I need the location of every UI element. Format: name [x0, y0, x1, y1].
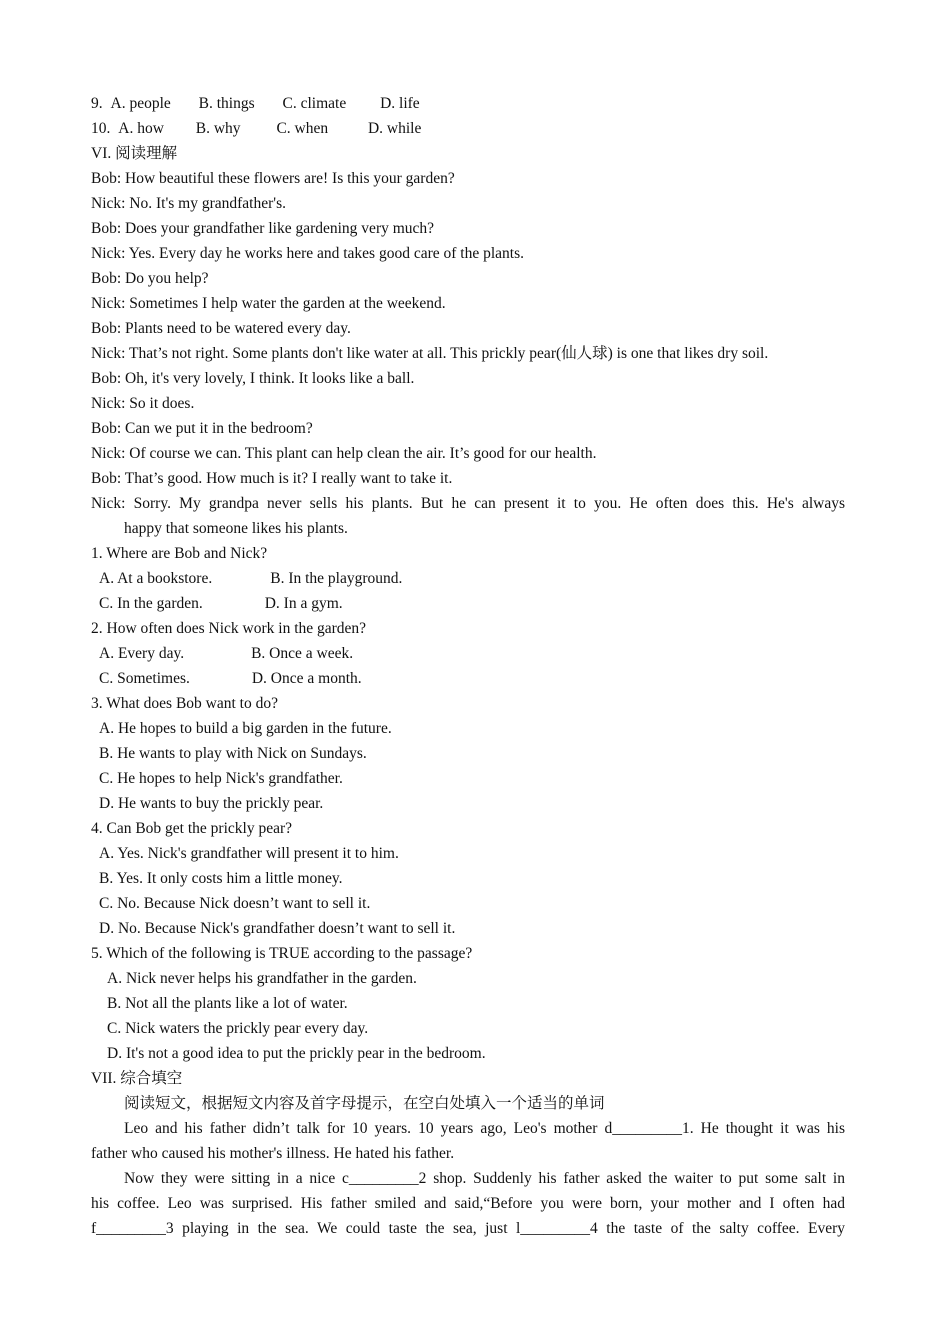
option-b: B. why	[195, 120, 241, 137]
passage-line: f_________3 playing in the sea. We could taste the sea, just l_________4 the taste of the salty coffee. Every	[91, 1220, 845, 1237]
dialogue-line: Bob: That’s good. How much is it? I really want to take it.	[91, 470, 453, 487]
option: C. Nick waters the prickly pear every day.	[107, 1020, 369, 1037]
dialogue-line: Nick: That’s not right. Some plants don't like water at all. This prickly pear(仙人球) is one that likes dry soil.	[91, 345, 769, 362]
option-c: C. Sometimes.	[99, 670, 190, 687]
dialogue-line: Bob: Does your grandfather like gardening very much?	[91, 220, 435, 237]
option: B. He wants to play with Nick on Sundays.	[99, 745, 367, 762]
option: D. No. Because Nick's grandfather doesn’t want to sell it.	[99, 920, 456, 937]
question-3: 3. What does Bob want to do?	[91, 695, 278, 712]
option: C. No. Because Nick doesn’t want to sell it.	[99, 895, 371, 912]
option: D. He wants to buy the prickly pear.	[99, 795, 324, 812]
option-row	[91, 566, 845, 591]
option-b: B. Once a week.	[251, 645, 354, 662]
dialogue-line: Nick: Yes. Every day he works here and takes good care of the plants.	[91, 245, 525, 262]
option: A. He hopes to build a big garden in the future.	[99, 720, 392, 737]
passage-line: Now they were sitting in a nice c_________2 shop. Suddenly his father asked the waiter to put some salt in	[124, 1170, 845, 1187]
dialogue-line-continued: happy that someone likes his plants.	[124, 520, 348, 537]
option-b: B. things	[198, 95, 255, 112]
dialogue-line: Nick: Of course we can. This plant can help clean the air. It’s good for our health.	[91, 445, 597, 462]
option-a: A. At a bookstore.	[99, 570, 213, 587]
dialogue-line: Nick: Sorry. My grandpa never sells his plants. But he can present it to you. He often does this. He's always	[91, 495, 845, 512]
passage-line: Leo and his father didn’t talk for 10 years. 10 years ago, Leo's mother d_________1. He thought it was his	[124, 1120, 845, 1137]
question-4: 4. Can Bob get the prickly pear?	[91, 820, 293, 837]
option-d: D. life	[380, 95, 420, 112]
section-heading-cloze: VII. 综合填空	[91, 1070, 183, 1087]
question-2: 2. How often does Nick work in the garden?	[91, 620, 367, 637]
dialogue-line: Bob: Can we put it in the bedroom?	[91, 420, 313, 437]
option-row	[91, 591, 845, 616]
section-heading-reading: VI. 阅读理解	[91, 145, 178, 162]
dialogue-line: Nick: Sometimes I help water the garden at the weekend.	[91, 295, 446, 312]
option: B. Not all the plants like a lot of water.	[107, 995, 348, 1012]
question-1: 1. Where are Bob and Nick?	[91, 545, 268, 562]
option: A. Nick never helps his grandfather in the garden.	[107, 970, 417, 987]
cloze-instruction: 阅读短文，根据短文内容及首字母提示，在空白处填入一个适当的单词	[124, 1095, 605, 1112]
option-d: D. while	[367, 120, 422, 137]
option: A. Yes. Nick's grandfather will present it to him.	[99, 845, 399, 862]
question-number: 10.	[91, 120, 111, 137]
question-5: 5. Which of the following is TRUE according to the passage?	[91, 945, 473, 962]
document-content	[91, 91, 845, 1241]
option: D. It's not a good idea to put the prickly pear in the bedroom.	[107, 1045, 486, 1062]
option-row	[91, 641, 845, 666]
option-a: A. how	[118, 120, 164, 137]
option-a: A. Every day.	[99, 645, 185, 662]
dialogue-line: Bob: Oh, it's very lovely, I think. It looks like a ball.	[91, 370, 415, 387]
dialogue-line: Nick: No. It's my grandfather's.	[91, 195, 286, 212]
option: B. Yes. It only costs him a little money.	[99, 870, 343, 887]
question-number: 9.	[91, 95, 103, 112]
option-d: D. Once a month.	[251, 670, 362, 687]
option-d: D. In a gym.	[264, 595, 343, 612]
option: C. He hopes to help Nick's grandfather.	[99, 770, 343, 787]
dialogue-line: Bob: Do you help?	[91, 270, 209, 287]
passage-line: father who caused his mother's illness. He hated his father.	[91, 1145, 455, 1162]
dialogue-line: Bob: How beautiful these flowers are! Is this your garden?	[91, 170, 455, 187]
option-a: A. people	[110, 95, 171, 112]
option-row	[91, 666, 845, 691]
option-c: C. In the garden.	[99, 595, 203, 612]
option-c: C. climate	[282, 95, 347, 112]
passage-line: his coffee. Leo was surprised. His father smiled and said,“Before you were born, your mother and I often had	[91, 1195, 845, 1212]
option-b: B. In the playground.	[270, 570, 403, 587]
dialogue-line: Nick: So it does.	[91, 395, 195, 412]
cloze-option-row-9	[91, 91, 845, 116]
option-c: C. when	[276, 120, 329, 137]
dialogue-line: Bob: Plants need to be watered every day.	[91, 320, 351, 337]
cloze-option-row-10	[91, 116, 845, 141]
